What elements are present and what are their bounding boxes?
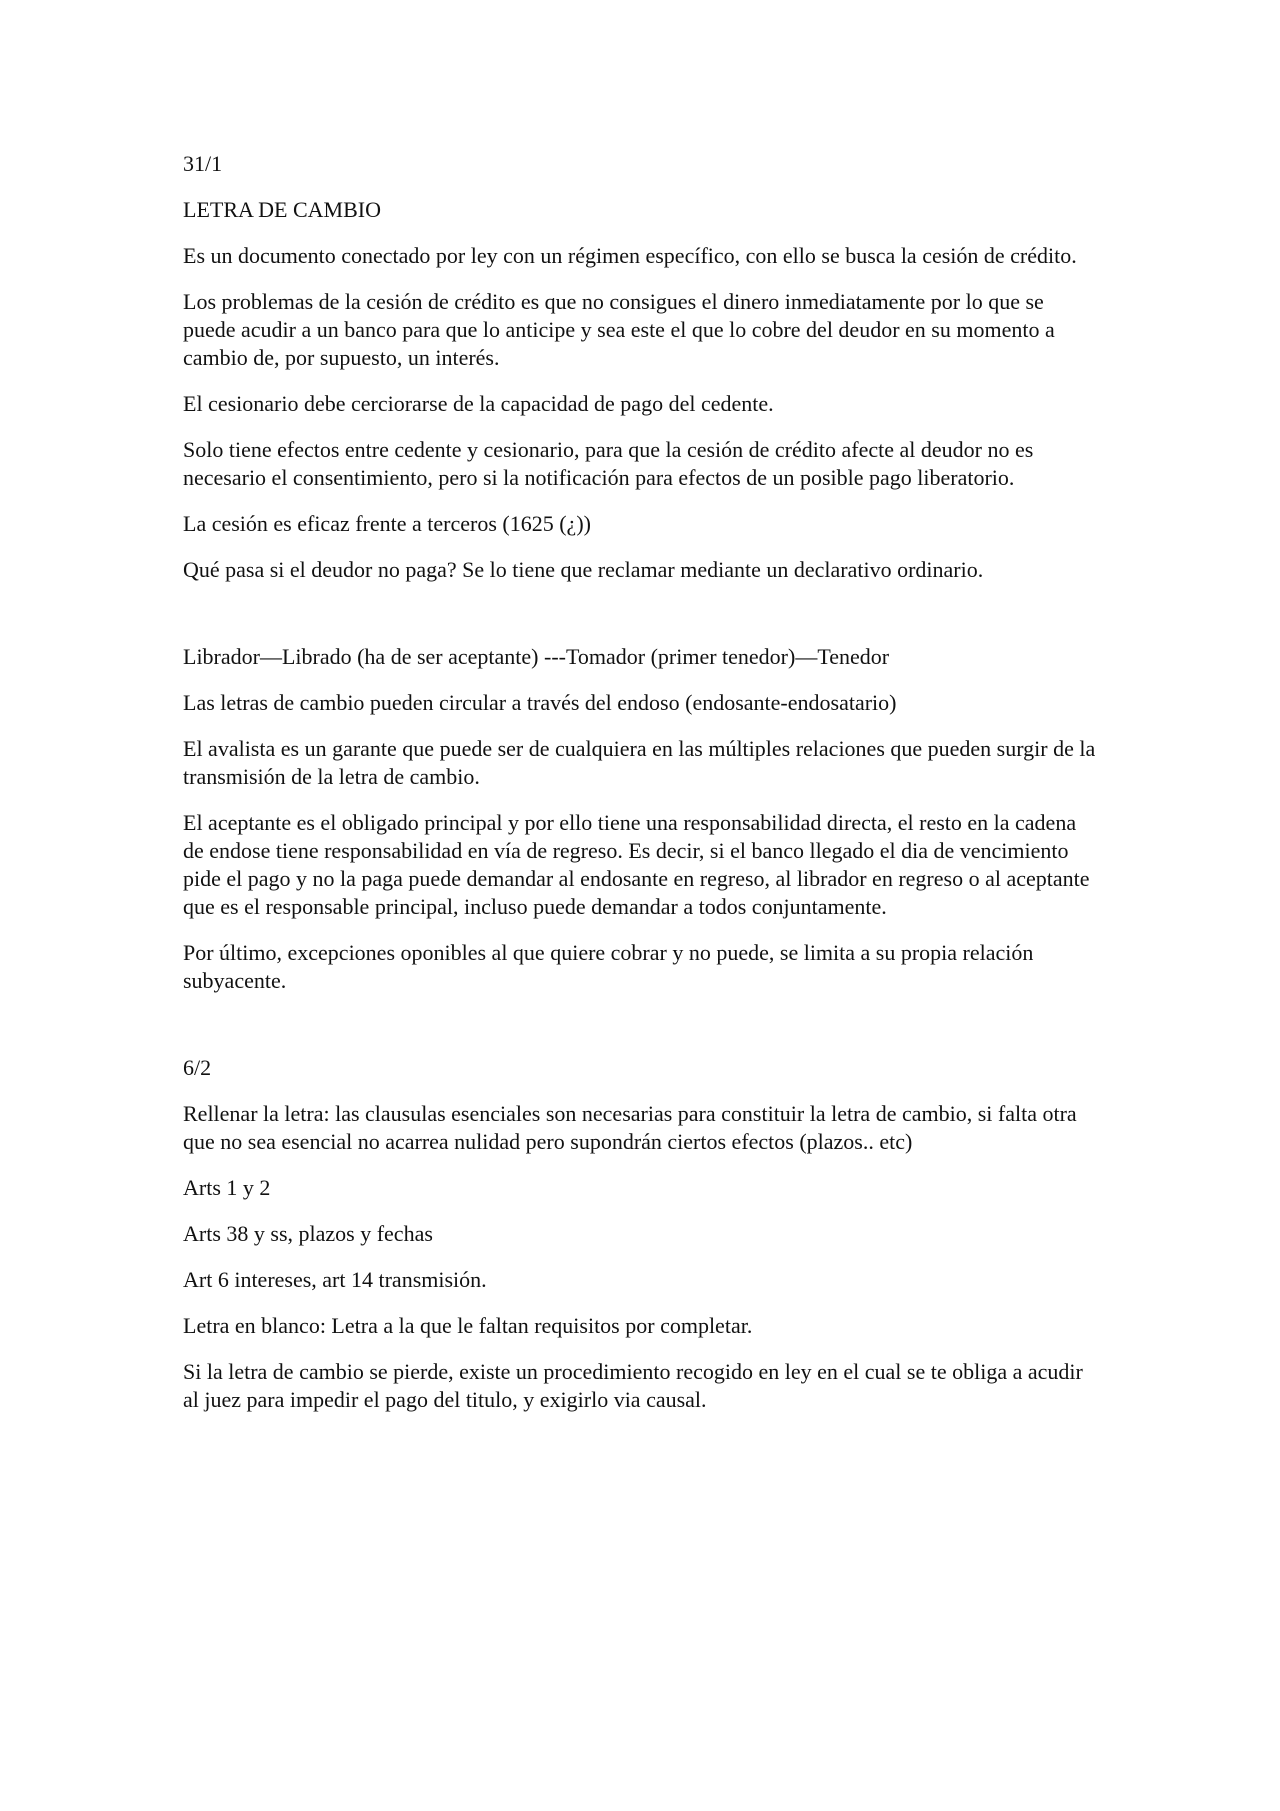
paragraph: El cesionario debe cerciorarse de la capacidad de pago del cedente. — [183, 391, 774, 416]
paragraph: El aceptante es el obligado principal y por ello tiene una responsabilidad directa, el resto en la cadena de endose tiene responsabilidad en vía de regreso. Es decir, si el banco llegado el dia de vencimiento pide el pago y no la paga puede demandar al endosante en regreso, al librador en regreso o al aceptante que es el responsable principal, incluso puede demandar a todos conjuntamente. — [183, 810, 1090, 919]
paragraph: Las letras de cambio pueden circular a través del endoso (endosante-endosatario) — [183, 690, 897, 715]
section-date: 31/1 — [183, 151, 223, 176]
paragraph: Qué pasa si el deudor no paga? Se lo tiene que reclamar mediante un declarativo ordinario. — [183, 557, 984, 582]
section-heading: LETRA DE CAMBIO — [183, 197, 381, 222]
paragraph: La cesión es eficaz frente a terceros (1625 (¿)) — [183, 511, 591, 536]
section-date: 6/2 — [183, 1055, 212, 1080]
paragraph: Si la letra de cambio se pierde, existe un procedimiento recogido en ley en el cual se te obliga a acudir al juez para impedir el pago del titulo, y exigirlo via causal. — [183, 1359, 1083, 1412]
paragraph: Art 6 intereses, art 14 transmisión. — [183, 1267, 487, 1292]
paragraph: Es un documento conectado por ley con un régimen específico, con ello se busca la cesión de crédito. — [183, 243, 1077, 268]
paragraph: Librador—Librado (ha de ser aceptante) ---Tomador (primer tenedor)—Tenedor — [183, 644, 890, 669]
paragraph: Arts 38 y ss, plazos y fechas — [183, 1221, 433, 1246]
paragraph: El avalista es un garante que puede ser de cualquiera en las múltiples relaciones que pueden surgir de la transmisión de la letra de cambio. — [183, 736, 1096, 789]
document-page — [183, 150, 1098, 1432]
paragraph: Los problemas de la cesión de crédito es que no consigues el dinero inmediatamente por lo que se puede acudir a un banco para que lo anticipe y sea este el que lo cobre del deudor en su momento a cambio de, por supuesto, un interés. — [183, 289, 1055, 370]
paragraph: Rellenar la letra: las clausulas esenciales son necesarias para constituir la letra de cambio, si falta otra que no sea esencial no acarrea nulidad pero supondrán ciertos efectos (plazos.. etc) — [183, 1101, 1077, 1154]
paragraph: Solo tiene efectos entre cedente y cesionario, para que la cesión de crédito afecte al deudor no es necesario el consentimiento, pero si la notificación para efectos de un posible pago liberatorio. — [183, 437, 1034, 490]
paragraph: Arts 1 y 2 — [183, 1175, 271, 1200]
paragraph: Por último, excepciones oponibles al que quiere cobrar y no puede, se limita a su propia relación subyacente. — [183, 940, 1034, 993]
paragraph: Letra en blanco: Letra a la que le faltan requisitos por completar. — [183, 1313, 753, 1338]
blank-line — [183, 1013, 1098, 1054]
blank-line — [183, 602, 1098, 643]
